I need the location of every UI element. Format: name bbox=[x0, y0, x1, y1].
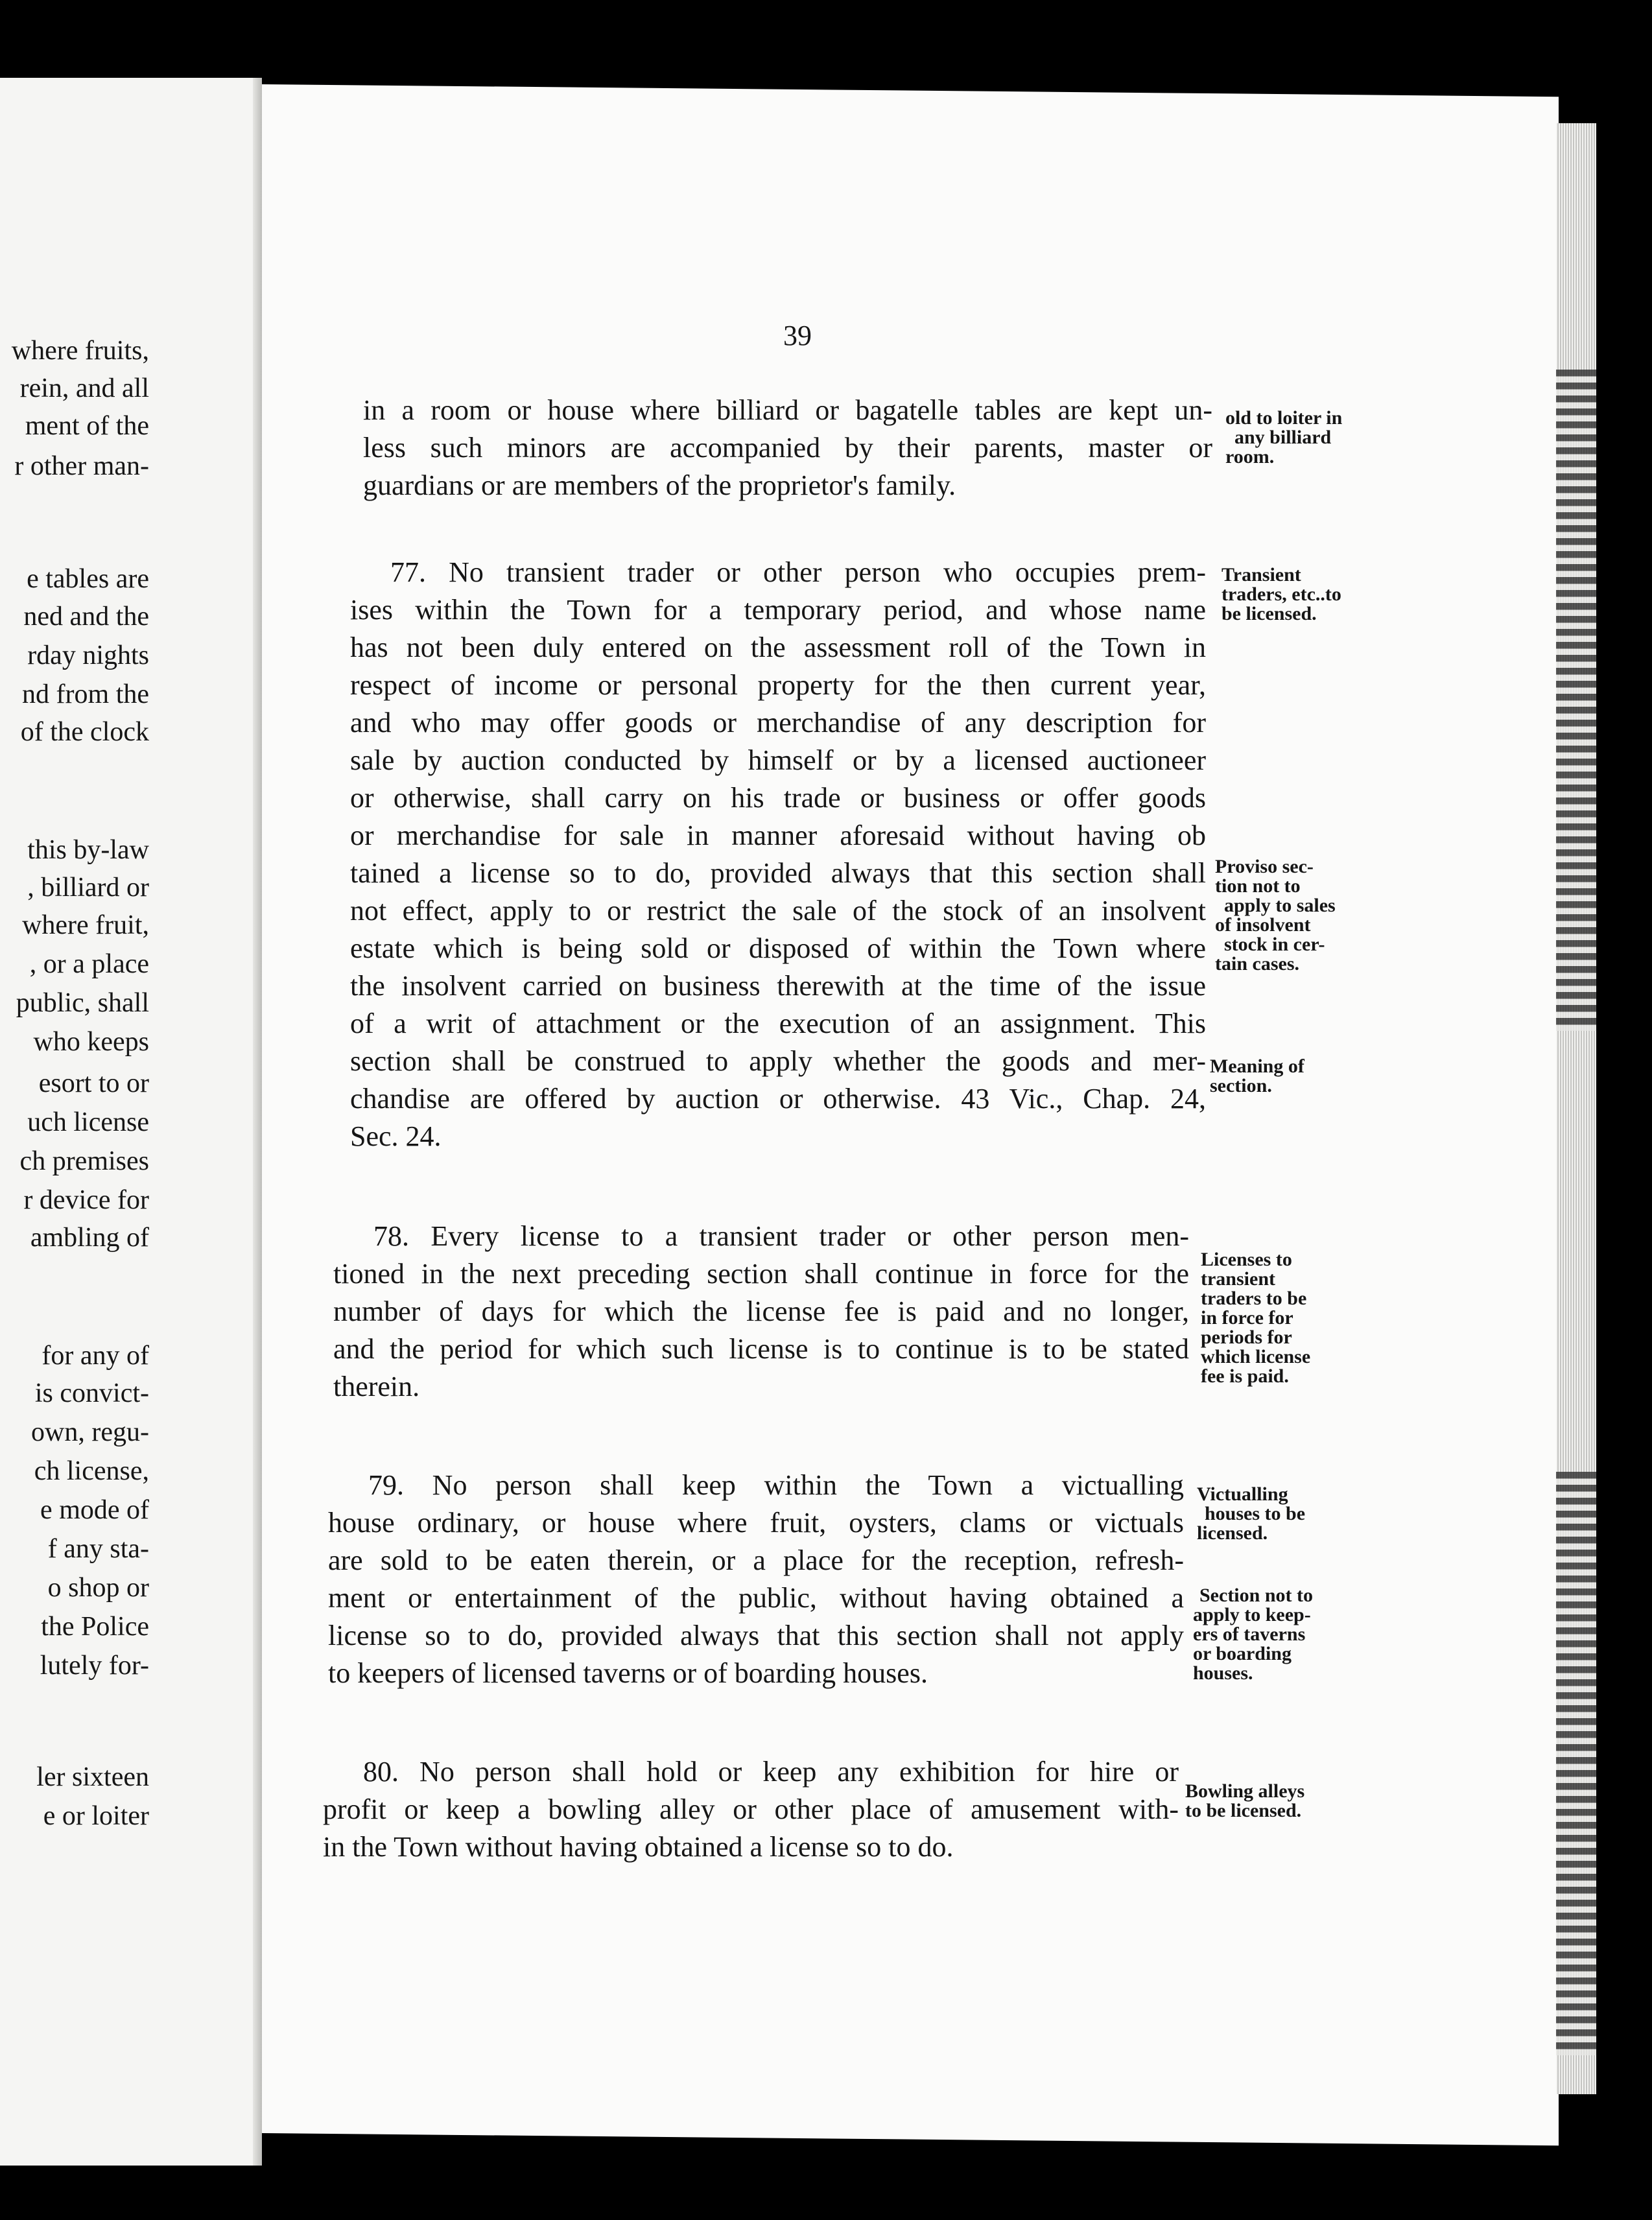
margin-note-meaning: Meaning of section. bbox=[1210, 1056, 1304, 1096]
left-page-line: ned and the bbox=[23, 602, 149, 632]
text-line: number of days for which the license fee is paid and no longer, bbox=[333, 1295, 1189, 1327]
left-page-line: public, shall bbox=[16, 988, 149, 1018]
left-page-line: rday nights bbox=[27, 641, 149, 670]
margin-note-section-not-apply: Section not to apply to keep- ers of taverns or boarding houses. bbox=[1193, 1585, 1313, 1684]
text-line: has not been duly entered on the assessment roll of the Town in bbox=[350, 632, 1206, 663]
text-line: 77. No transient trader or other person who occupies prem- bbox=[390, 556, 1206, 588]
text-line: 78. Every license to a transient trader or other person men- bbox=[373, 1220, 1189, 1252]
text-line: less such minors are accompanied by their parents, master or bbox=[363, 432, 1212, 464]
margin-note-victualling: Victualling houses to be licensed. bbox=[1197, 1483, 1306, 1544]
section-78 bbox=[333, 1218, 1189, 1406]
left-page-line: ch license, bbox=[34, 1456, 149, 1486]
section-80 bbox=[323, 1753, 1179, 1866]
left-page-line: , or a place bbox=[29, 949, 149, 979]
margin-note-bowling-alleys: Bowling alleys to be licensed. bbox=[1185, 1780, 1305, 1821]
left-page-line: of the clock bbox=[20, 717, 149, 747]
left-page-line: , billiard or bbox=[27, 873, 149, 903]
page-number: 39 bbox=[783, 320, 812, 351]
text-line: to keepers of licensed taverns or of boarding houses. bbox=[328, 1657, 928, 1689]
left-page-line: the Police bbox=[41, 1612, 149, 1642]
text-line: of a writ of attachment or the execution of an assignment. This bbox=[350, 1008, 1206, 1039]
text-line: estate which is being sold or disposed of within the Town where bbox=[350, 932, 1206, 964]
text-line: and who may offer goods or merchandise of any description for bbox=[350, 707, 1206, 738]
library-stamp-bottom bbox=[1556, 1472, 1596, 2055]
left-page-line: ch premises bbox=[19, 1146, 149, 1176]
text-line: or merchandise for sale in manner aforesaid without having ob bbox=[350, 820, 1206, 851]
text-line: chandise are offered by auction or otherwise. 43 Vic., Chap. 24, bbox=[350, 1083, 1206, 1115]
left-page-line: esort to or bbox=[38, 1069, 149, 1098]
text-line: the insolvent carried on business therewith at the time of the issue bbox=[350, 970, 1206, 1002]
left-page-line: who keeps bbox=[33, 1027, 149, 1057]
left-page-line: where fruits, bbox=[11, 336, 149, 366]
left-page-line: nd from the bbox=[22, 679, 149, 709]
text-line: guardians or are members of the proprietor's family. bbox=[363, 469, 956, 501]
left-page-line: e mode of bbox=[40, 1495, 149, 1525]
text-line: in a room or house where billiard or bagatelle tables are kept un- bbox=[363, 394, 1212, 426]
margin-note-licenses-in-force: Licenses to transient traders to be in force for periods for which license fee is paid. bbox=[1201, 1249, 1311, 1387]
text-line: section shall be construed to apply whether the goods and mer- bbox=[350, 1045, 1206, 1077]
left-page-line: ment of the bbox=[25, 411, 149, 441]
text-line: are sold to be eaten therein, or a place for the reception, refresh- bbox=[328, 1544, 1184, 1576]
text-line: ment or entertainment of the public, without having obtained a bbox=[328, 1582, 1184, 1614]
left-page-line: ler sixteen bbox=[36, 1762, 149, 1792]
text-line: or otherwise, shall carry on his trade or business or offer goods bbox=[350, 782, 1206, 814]
left-page-line: r other man- bbox=[14, 451, 149, 481]
page-edges bbox=[1556, 123, 1596, 2094]
left-page-line: for any of bbox=[41, 1341, 149, 1371]
left-page-line: rein, and all bbox=[19, 373, 149, 403]
text-line: house ordinary, or house where fruit, oysters, clams or victuals bbox=[328, 1507, 1184, 1539]
text-line: sale by auction conducted by himself or by a licensed auctioneer bbox=[350, 744, 1206, 776]
text-line: tioned in the next preceding section shall continue in force for the bbox=[333, 1258, 1189, 1290]
text-line: respect of income or personal property for the then current year, bbox=[350, 669, 1206, 701]
text-line: not effect, apply to or restrict the sale of the stock of an insolvent bbox=[350, 895, 1206, 927]
section-79 bbox=[328, 1467, 1184, 1692]
text-line: tained a license so to do, provided always that this section shall bbox=[350, 857, 1206, 889]
section-77 bbox=[350, 554, 1206, 1155]
text-line: profit or keep a bowling alley or other place of amusement with- bbox=[323, 1793, 1179, 1825]
margin-note-transient-traders: Transient traders, etc..to be licensed. bbox=[1221, 564, 1341, 624]
margin-note-minors: old to loiter in any billiard room. bbox=[1225, 407, 1343, 467]
text-line: Sec. 24. bbox=[350, 1120, 442, 1152]
text-line: 79. No person shall keep within the Town a victualling bbox=[368, 1469, 1184, 1501]
left-page-line: e tables are bbox=[27, 564, 149, 594]
text-line: ises within the Town for a temporary period, and whose name bbox=[350, 594, 1206, 626]
left-page-line: where fruit, bbox=[22, 910, 149, 940]
text-line: therein. bbox=[333, 1371, 420, 1402]
paragraph-76-continuation bbox=[363, 392, 1212, 504]
text-line: 80. No person shall hold or keep any exhibition for hire or bbox=[363, 1756, 1179, 1788]
left-page-line: o shop or bbox=[47, 1573, 149, 1603]
left-page-line: this by-law bbox=[27, 835, 149, 865]
text-line: license so to do, provided always that this section shall not apply bbox=[328, 1620, 1184, 1651]
margin-note-proviso: Proviso sec- tion not to apply to sales of insolvent stock in cer- tain cases. bbox=[1215, 856, 1336, 974]
left-page-line: r device for bbox=[23, 1185, 149, 1215]
left-page-line: ambling of bbox=[30, 1223, 149, 1253]
left-page-line: uch license bbox=[27, 1107, 149, 1137]
left-page-line: own, regu- bbox=[31, 1417, 149, 1447]
book-gutter bbox=[253, 78, 262, 2166]
left-page-line: e or loiter bbox=[43, 1801, 149, 1831]
left-facing-page bbox=[0, 78, 262, 2166]
text-line: in the Town without having obtained a license so to do. bbox=[323, 1831, 954, 1863]
left-page-line: is convict- bbox=[34, 1378, 149, 1408]
text-line: and the period for which such license is to continue is to be stated bbox=[333, 1333, 1189, 1365]
left-page-line: f any sta- bbox=[47, 1534, 149, 1564]
library-stamp-top bbox=[1556, 370, 1596, 1031]
left-page-line: lutely for- bbox=[40, 1651, 149, 1681]
